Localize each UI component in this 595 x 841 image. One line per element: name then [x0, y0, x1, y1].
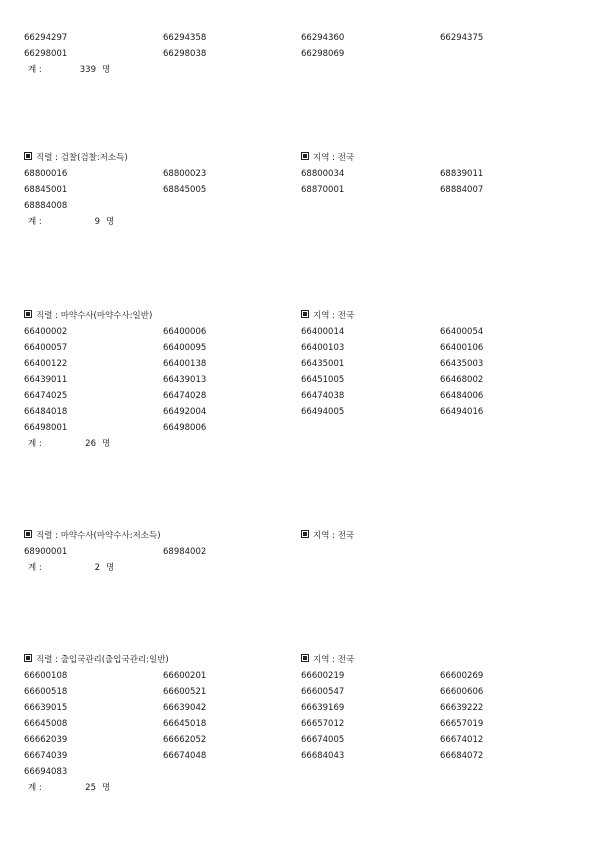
number-row [0, 166, 595, 182]
number-row [0, 684, 595, 700]
candidate-number: 66400014 [301, 327, 345, 337]
number-row [0, 198, 595, 214]
candidate-number: 66400095 [163, 343, 207, 353]
candidate-number: 66400138 [163, 359, 207, 369]
number-row [0, 388, 595, 404]
job-series-label [24, 652, 169, 668]
number-row [0, 404, 595, 420]
filled-square-icon [24, 310, 32, 318]
number-row [0, 732, 595, 748]
candidate-number: 66474028 [163, 391, 207, 401]
candidate-number: 66298038 [163, 49, 207, 59]
section-header [0, 652, 595, 668]
region-label [301, 308, 354, 324]
total-unit: 명 [102, 783, 111, 793]
candidate-number: 66400103 [301, 343, 345, 353]
number-row [0, 668, 595, 684]
candidate-number: 66674048 [163, 751, 207, 761]
candidate-number: 66662039 [24, 735, 68, 745]
job-series-label [24, 150, 128, 166]
candidate-number: 66400122 [24, 359, 68, 369]
candidate-number: 66694083 [24, 767, 68, 777]
total-unit: 명 [102, 65, 111, 75]
total-label: 계 : [28, 439, 42, 449]
candidate-number: 66294297 [24, 33, 68, 43]
total-count: 339 [79, 65, 96, 75]
section-header [0, 528, 595, 544]
total-count: 25 [85, 783, 96, 793]
job-series-text: 직렬 : 검찰(검찰:저소득) [36, 153, 128, 163]
candidate-number: 66492004 [163, 407, 207, 417]
candidate-number: 66674012 [440, 735, 484, 745]
total-unit: 명 [106, 563, 115, 573]
filled-square-icon [301, 530, 309, 538]
candidate-number: 66600269 [440, 671, 484, 681]
total-unit: 명 [102, 439, 111, 449]
job-series-label [24, 308, 152, 324]
number-row [0, 30, 595, 46]
candidate-number: 66639042 [163, 703, 207, 713]
total-unit: 명 [106, 217, 115, 227]
candidate-number: 66600521 [163, 687, 207, 697]
section-total [0, 780, 595, 796]
filled-square-icon [24, 654, 32, 662]
candidate-number: 66400006 [163, 327, 207, 337]
section-total [0, 560, 595, 576]
number-row [0, 700, 595, 716]
candidate-number: 66639015 [24, 703, 68, 713]
candidate-number: 66294358 [163, 33, 207, 43]
candidate-number: 66298001 [24, 49, 68, 59]
candidate-number: 66400054 [440, 327, 484, 337]
total-count: 26 [85, 439, 96, 449]
section-0 [0, 30, 595, 78]
number-row [0, 372, 595, 388]
candidate-number: 66294375 [440, 33, 484, 43]
candidate-number: 66400106 [440, 343, 484, 353]
candidate-number: 66294360 [301, 33, 345, 43]
candidate-number: 66657012 [301, 719, 345, 729]
candidate-number: 66600108 [24, 671, 68, 681]
section-1 [0, 150, 595, 230]
candidate-number: 66439011 [24, 375, 68, 385]
filled-square-icon [301, 310, 309, 318]
section-2 [0, 308, 595, 452]
candidate-number: 66657019 [440, 719, 484, 729]
candidate-number: 66674039 [24, 751, 68, 761]
region-text: 지역 : 전국 [313, 655, 355, 665]
section-header [0, 150, 595, 166]
section-4 [0, 652, 595, 796]
region-label [301, 150, 354, 166]
candidate-number: 66684043 [301, 751, 345, 761]
candidate-number: 66435001 [301, 359, 345, 369]
number-row [0, 544, 595, 560]
candidate-number: 68884007 [440, 185, 484, 195]
candidate-number: 66451005 [301, 375, 345, 385]
candidate-number: 68845001 [24, 185, 68, 195]
candidate-number: 68884008 [24, 201, 68, 211]
total-label: 계 : [28, 217, 42, 227]
candidate-number: 68870001 [301, 185, 345, 195]
filled-square-icon [24, 530, 32, 538]
candidate-number: 66600518 [24, 687, 68, 697]
candidate-number: 68839011 [440, 169, 484, 179]
candidate-number: 66400002 [24, 327, 68, 337]
total-label: 계 : [28, 783, 42, 793]
candidate-number: 66662052 [163, 735, 207, 745]
candidate-number: 68800034 [301, 169, 345, 179]
candidate-number: 66645008 [24, 719, 68, 729]
candidate-number: 66435003 [440, 359, 484, 369]
region-label [301, 528, 354, 544]
candidate-number: 66474025 [24, 391, 68, 401]
candidate-number: 66639222 [440, 703, 484, 713]
total-count: 9 [94, 217, 100, 227]
candidate-number: 66600219 [301, 671, 345, 681]
number-row [0, 340, 595, 356]
section-total [0, 62, 595, 78]
region-label [301, 652, 354, 668]
candidate-number: 66494005 [301, 407, 345, 417]
section-3 [0, 528, 595, 576]
filled-square-icon [301, 654, 309, 662]
total-count: 2 [94, 563, 100, 573]
candidate-number: 66468002 [440, 375, 484, 385]
number-row [0, 324, 595, 340]
total-label: 계 : [28, 65, 42, 75]
candidate-number: 66474038 [301, 391, 345, 401]
candidate-number: 68800023 [163, 169, 207, 179]
job-series-label [24, 528, 161, 544]
job-series-text: 직렬 : 마약수사(마약수사:일반) [36, 311, 153, 321]
candidate-number: 66498001 [24, 423, 68, 433]
candidate-number: 66600201 [163, 671, 207, 681]
region-text: 지역 : 전국 [313, 531, 355, 541]
candidate-number: 66674005 [301, 735, 345, 745]
section-total [0, 436, 595, 452]
number-row [0, 764, 595, 780]
candidate-number: 66439013 [163, 375, 207, 385]
candidate-number: 66484006 [440, 391, 484, 401]
candidate-number: 66494016 [440, 407, 484, 417]
candidate-number: 66400057 [24, 343, 68, 353]
candidate-number: 68984002 [163, 547, 207, 557]
candidate-number: 68845005 [163, 185, 207, 195]
filled-square-icon [24, 152, 32, 160]
candidate-number: 66684072 [440, 751, 484, 761]
candidate-number: 66639169 [301, 703, 345, 713]
number-row [0, 420, 595, 436]
job-series-text: 직렬 : 마약수사(마약수사:저소득) [36, 531, 161, 541]
section-total [0, 214, 595, 230]
candidate-number: 66600547 [301, 687, 345, 697]
number-row [0, 46, 595, 62]
candidate-number: 68800016 [24, 169, 68, 179]
number-row [0, 716, 595, 732]
candidate-number: 66298069 [301, 49, 345, 59]
section-header [0, 308, 595, 324]
job-series-text: 직렬 : 출입국관리(출입국관리:일반) [36, 655, 169, 665]
total-label: 계 : [28, 563, 42, 573]
candidate-number: 66484018 [24, 407, 68, 417]
candidate-number: 68900001 [24, 547, 68, 557]
number-row [0, 182, 595, 198]
candidate-number: 66498006 [163, 423, 207, 433]
region-text: 지역 : 전국 [313, 311, 355, 321]
filled-square-icon [301, 152, 309, 160]
candidate-number: 66600606 [440, 687, 484, 697]
number-row [0, 356, 595, 372]
region-text: 지역 : 전국 [313, 153, 355, 163]
candidate-number: 66645018 [163, 719, 207, 729]
number-row [0, 748, 595, 764]
